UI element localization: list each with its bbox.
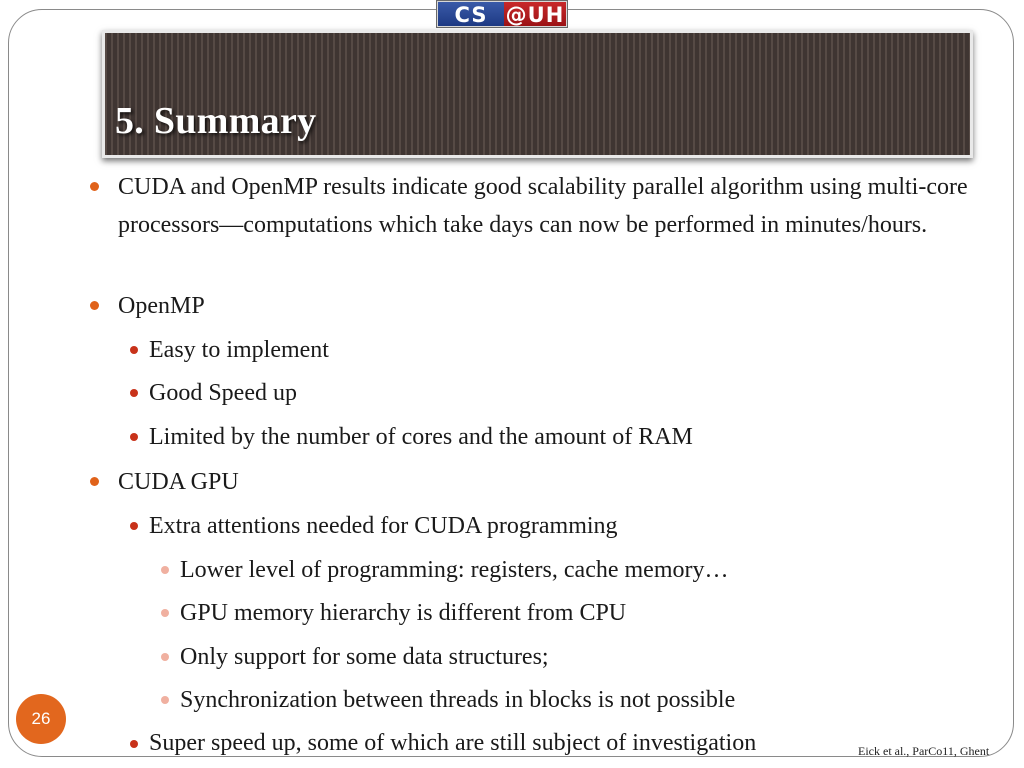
- bullet-item-good-speed-up: Good Speed up: [149, 380, 297, 406]
- bullet-dot-level1: [90, 182, 99, 191]
- bullet-item-synchronization: Synchronization between threads in blocks is not possible: [180, 687, 736, 713]
- bullet-dot-level1: [90, 477, 99, 486]
- bullet-item-cuda-gpu: CUDA GPU: [118, 469, 239, 495]
- bullet-item-data-structures: Only support for some data structures;: [180, 644, 549, 670]
- bullet-dot-level1: [90, 301, 99, 310]
- logo-cs-text: CS: [438, 2, 504, 26]
- bullet-item-memory-hierarchy: GPU memory hierarchy is different from CPU: [180, 600, 627, 626]
- bullet-dot-level2: [130, 740, 138, 748]
- bullet-dot-level3: [161, 566, 169, 574]
- footer-credit: Eick et al., ParCo11, Ghent: [858, 744, 990, 758]
- bullet-dot-level3: [161, 653, 169, 661]
- bullet-item-openmp: OpenMP: [118, 293, 205, 319]
- bullet-item-super-speed-up: Super speed up, some of which are still subject of investigation: [149, 730, 757, 756]
- bullet-item-extra-attention: Extra attentions needed for CUDA programming: [149, 513, 618, 539]
- page-number-badge: 26: [16, 694, 66, 744]
- bullet-dot-level2: [130, 346, 138, 354]
- slide-title: 5. Summary: [115, 100, 317, 142]
- bullet-item-easy-to-implement: Easy to implement: [149, 337, 329, 363]
- bullet-item-lower-level: Lower level of programming: registers, cache memory…: [180, 557, 729, 583]
- bullet-dot-level2: [130, 389, 138, 397]
- bullet-item-summary: CUDA and OpenMP results indicate good scalability parallel algorithm using multi-core processors—computations which take days can now be performed in minutes/hours.: [118, 174, 968, 238]
- bullet-dot-level3: [161, 696, 169, 704]
- bullet-dot-level2: [130, 522, 138, 530]
- logo-uh-text: @UH: [505, 3, 565, 27]
- bullet-dot-level2: [130, 433, 138, 441]
- bullet-dot-level3: [161, 609, 169, 617]
- bullet-item-limited-by-cores: Limited by the number of cores and the amount of RAM: [149, 424, 693, 450]
